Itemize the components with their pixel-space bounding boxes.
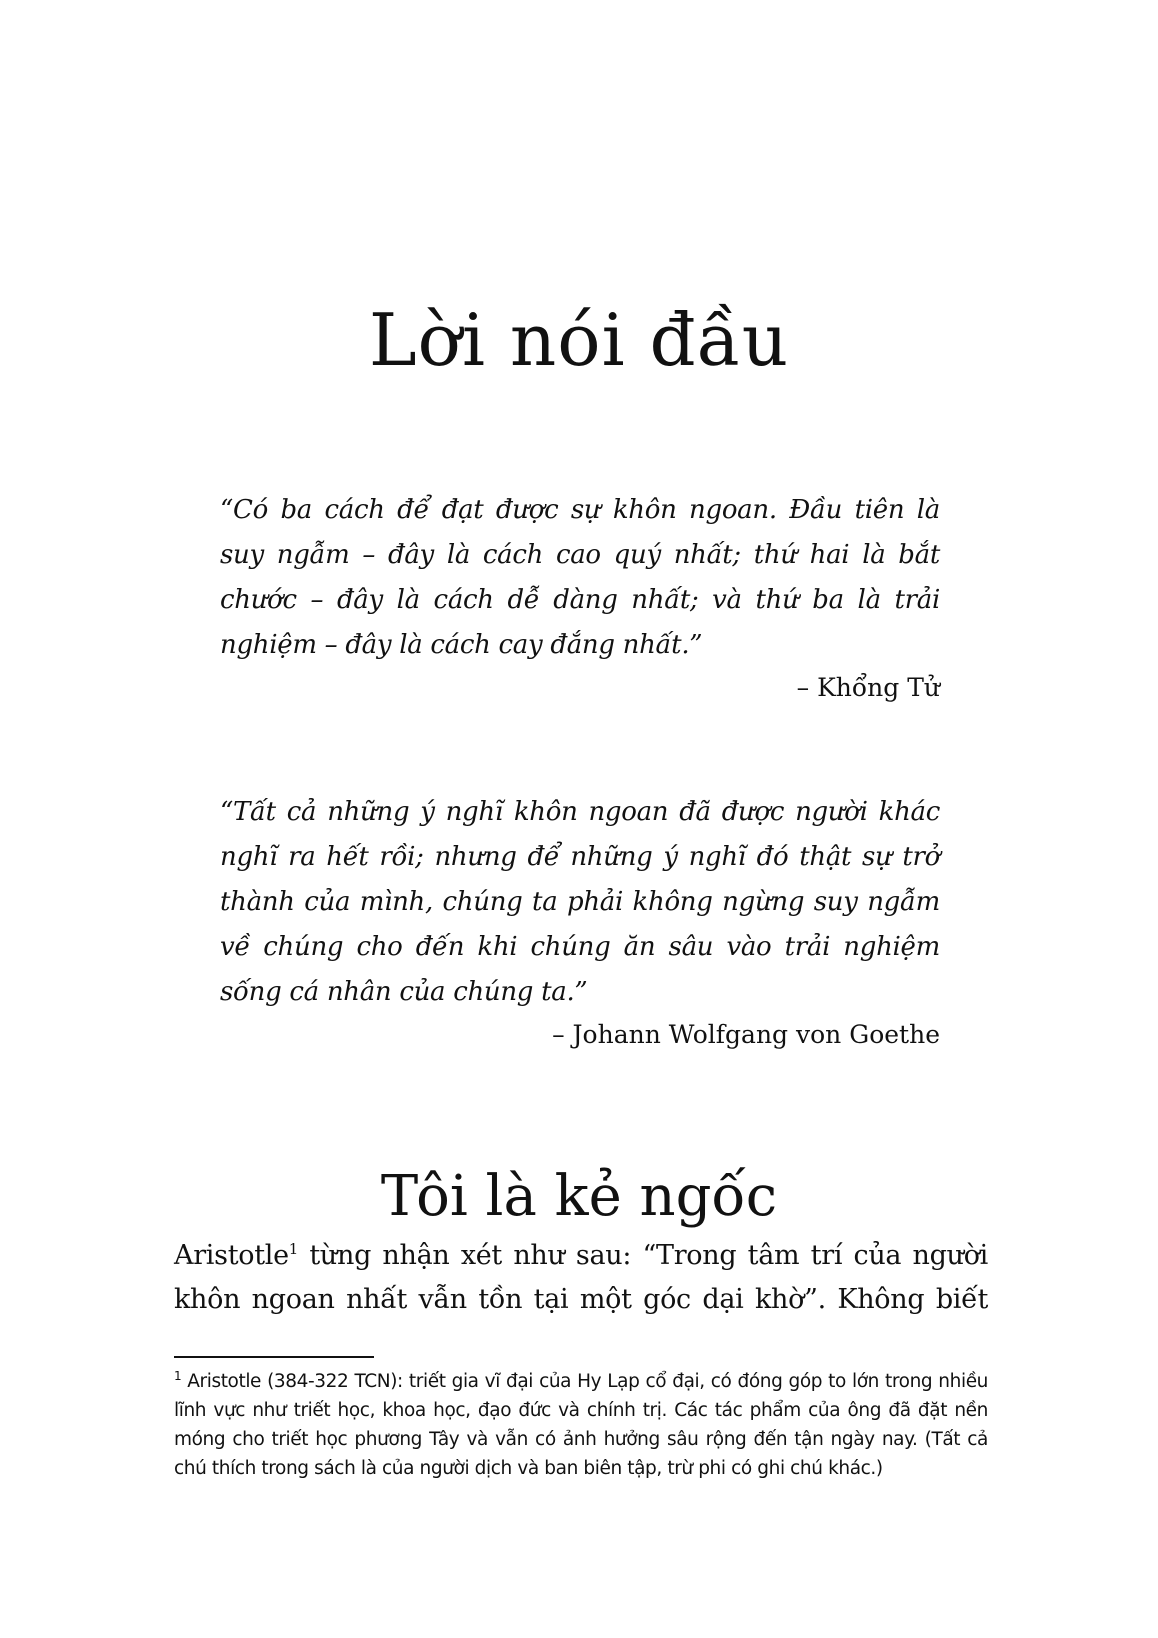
chapter-title: Lời nói đầu	[368, 298, 790, 382]
body-lead: Aristotle	[174, 1240, 289, 1271]
footnote-divider	[174, 1356, 374, 1358]
quote-attribution: – Khổng Tử	[796, 673, 940, 702]
epigraph-quote-2	[220, 790, 940, 1055]
section-title: Tôi là kẻ ngốc	[380, 1164, 778, 1229]
footnote	[174, 1367, 988, 1483]
quote-text: “Tất cả những ý nghĩ khôn ngoan đã được người khác nghĩ ra hết rồi; nhưng để những ý nghĩ đó thật sự trở thành của mình, chúng ta phải không ngừng suy ngẫm về chúng cho đến khi chúng ăn sâu vào trải nghiệm sống cá nhân của chúng ta.”	[220, 797, 940, 1007]
epigraph-quote-1	[220, 488, 940, 708]
footnote-reference: 1	[288, 1240, 299, 1258]
footnote-text: Aristotle (384-322 TCN): triết gia vĩ đại của Hy Lạp cổ đại, có đóng góp to lớn trong nhiều lĩnh vực như triết học, khoa học, đạo đức và chính trị. Các tác phẩm của ông đã đặt nền móng cho triết học phương Tây và vẫn có ảnh hưởng sâu rộng đến tận ngày nay. (Tất cả chú thích trong sách là của người dịch và ban biên tập, trừ phi có ghi chú khác.)	[174, 1371, 988, 1479]
body-paragraph	[174, 1234, 988, 1322]
footnote-mark: 1	[174, 1368, 182, 1383]
quote-text: “Có ba cách để đạt được sự khôn ngoan. Đầu tiên là suy ngẫm – đây là cách cao quý nhất; thứ hai là bắt chước – đây là cách dễ dàng nhất; và thứ ba là trải nghiệm – đây là cách cay đắng nhất.”	[220, 495, 940, 660]
body-rest: từng nhận xét như sau: “Trong tâm trí của người khôn ngoan nhất vẫn tồn tại một góc dại khờ”. Không biết	[174, 1240, 988, 1315]
quote-attribution: – Johann Wolfgang von Goethe	[552, 1020, 940, 1049]
